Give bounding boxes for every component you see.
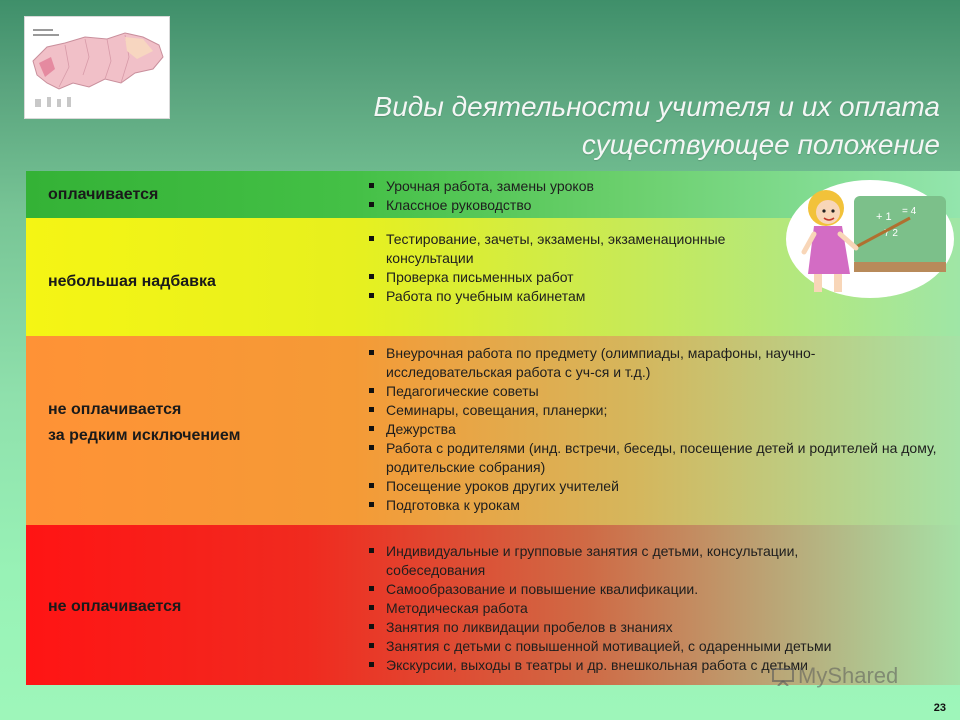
- page-number: 23: [933, 702, 946, 714]
- list-item: Методическая работа: [362, 599, 922, 618]
- row-label: оплачивается: [48, 186, 159, 203]
- row-label-line-1: не оплачивается: [48, 401, 182, 418]
- svg-text:7 2: 7 2: [884, 228, 898, 239]
- list-item: Проверка письменных работ: [362, 268, 782, 287]
- row-unpaid-rare-exception: [26, 336, 960, 525]
- russia-map-thumbnail: [24, 16, 170, 119]
- title-line-1: Виды деятельности учителя и их оплата: [373, 91, 940, 122]
- row-items: [362, 344, 952, 515]
- watermark-text: MyShared: [798, 663, 899, 688]
- row-items: [362, 177, 594, 215]
- list-item: Занятия с детьми с повышенной мотивацией, с одаренными детьми: [362, 637, 922, 656]
- list-item: Внеурочная работа по предмету (олимпиады, марафоны, научно-исследовательская работа с уч-ся и т.д.): [362, 344, 952, 382]
- list-item: Дежурства: [362, 420, 952, 439]
- list-item: Семинары, совещания, планерки;: [362, 401, 952, 420]
- svg-text:= 4: = 4: [902, 206, 917, 217]
- slide-title: [300, 88, 940, 164]
- list-item: Классное руководство: [362, 196, 594, 215]
- list-item: Самообразование и повышение квалификации.: [362, 580, 922, 599]
- list-item: Тестирование, зачеты, экзамены, экзаменационные консультации: [362, 230, 782, 268]
- row-label: не оплачивается: [48, 598, 182, 615]
- row-label-line-2: за редким исключением: [48, 427, 241, 444]
- watermark: [772, 663, 898, 689]
- row-items: [362, 542, 922, 675]
- list-item: Индивидуальные и групповые занятия с детьми, консультации, собеседования: [362, 542, 922, 580]
- list-item: Занятия по ликвидации пробелов в знаниях: [362, 618, 922, 637]
- list-item: Экскурсии, выходы в театры и др. внешкольная работа с детьми: [362, 656, 922, 675]
- list-item: Подготовка к урокам: [362, 496, 952, 515]
- presentation-icon: [772, 666, 794, 684]
- row-label: небольшая надбавка: [48, 273, 216, 290]
- list-item: Посещение уроков других учителей: [362, 477, 952, 496]
- list-item: Педагогические советы: [362, 382, 952, 401]
- teacher-illustration: [784, 178, 956, 300]
- list-item: Работа с родителями (инд. встречи, беседы, посещение детей и родителей на дому, родительские собрания): [362, 439, 952, 477]
- row-items: [362, 230, 782, 306]
- row-unpaid: [26, 525, 960, 685]
- title-line-2: существующее положение: [581, 129, 940, 160]
- svg-text:+ 1: + 1: [876, 211, 892, 223]
- list-item: Урочная работа, замены уроков: [362, 177, 594, 196]
- list-item: Работа по учебным кабинетам: [362, 287, 782, 306]
